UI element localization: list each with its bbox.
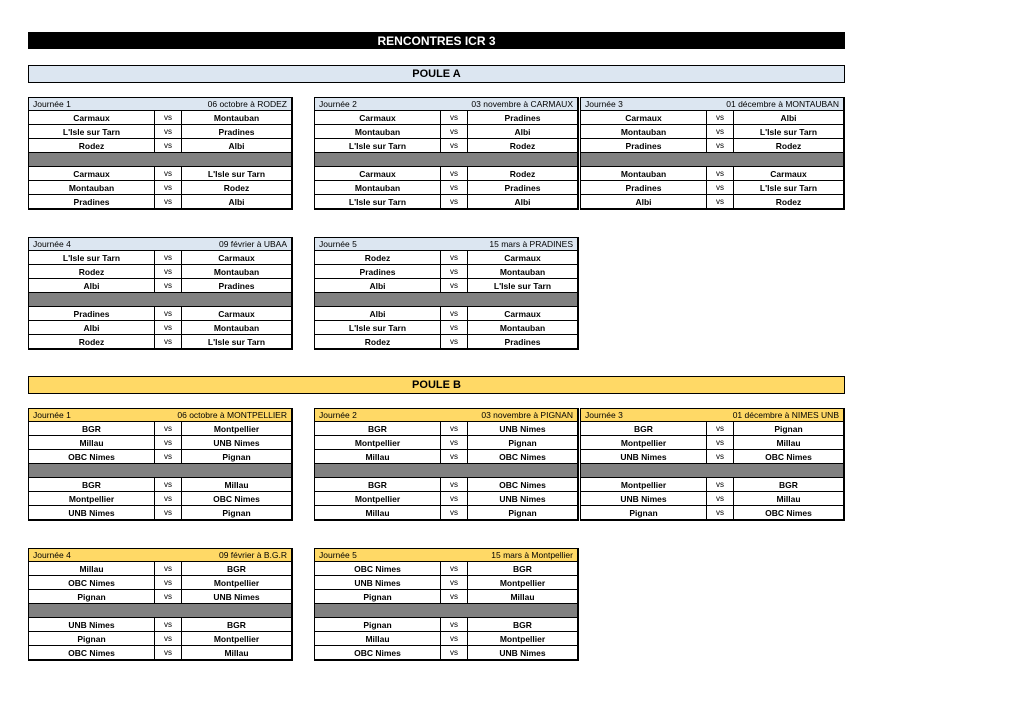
home-team: Montpellier [581,478,707,491]
vs-label: vs [155,590,182,603]
away-team: BGR [513,619,532,630]
home-team: OBC Nimes [315,646,441,659]
home-team: Montauban [315,181,441,194]
home-team: BGR [315,422,441,435]
journee-header [29,238,291,251]
journee-date-location: 09 février à B.G.R [218,550,287,560]
home-team: UNB Nimes [581,450,707,463]
away-team: Montpellier [213,577,260,588]
page-title: RENCONTRES ICR 3 [28,32,845,49]
vs-label: vs [441,265,468,278]
match-row [29,307,291,321]
match-row [315,646,577,659]
home-team: Albi [29,321,155,334]
home-team: OBC Nimes [29,576,155,589]
vs-label: vs [441,335,468,348]
away-team: Rodez [775,196,802,207]
match-row [315,562,577,576]
away-team: Millau [776,493,801,504]
away-team: OBC Nimes [765,507,812,518]
vs-label: vs [707,111,734,124]
away-team: Carmaux [504,252,541,263]
home-team: Rodez [29,335,155,348]
home-team: Pradines [29,307,155,320]
home-team: Millau [29,562,155,575]
vs-label: vs [441,125,468,138]
home-team: Carmaux [29,111,155,124]
away-team: BGR [227,619,246,630]
match-row [29,450,291,464]
away-team: Montpellier [213,633,260,644]
vs-label: vs [441,422,468,435]
home-team: OBC Nimes [315,562,441,575]
journee-header [315,409,577,422]
home-team: Montpellier [315,436,441,449]
match-row [315,167,577,181]
vs-label: vs [707,478,734,491]
vs-label: vs [155,492,182,505]
separator-row [29,604,291,618]
away-team: Albi [514,126,531,137]
away-team: L'Isle sur Tarn [207,168,266,179]
match-row [29,321,291,335]
away-team: Rodez [509,168,536,179]
away-team: UNB Nimes [499,493,546,504]
journee-date-location: 01 décembre à NIMES UNB [732,410,839,420]
vs-label: vs [441,618,468,631]
journee-table [314,97,579,210]
home-team: UNB Nimes [315,576,441,589]
away-team: Albi [228,140,245,151]
home-team: Carmaux [29,167,155,180]
match-row [29,478,291,492]
match-row [315,321,577,335]
vs-label: vs [441,632,468,645]
vs-label: vs [441,111,468,124]
journee-date-location: 03 novembre à CARMAUX [471,99,573,109]
vs-label: vs [441,478,468,491]
home-team: OBC Nimes [29,646,155,659]
match-row [29,506,291,519]
away-team: Montauban [499,266,546,277]
home-team: Rodez [29,265,155,278]
vs-label: vs [155,167,182,180]
vs-label: vs [441,321,468,334]
away-team: Millau [510,591,535,602]
home-team: UNB Nimes [581,492,707,505]
match-row [581,506,843,519]
match-row [315,450,577,464]
journee-date-location: 15 mars à Montpellier [491,550,573,560]
vs-label: vs [441,646,468,659]
home-team: Albi [29,279,155,292]
match-row [581,195,843,208]
away-team: Albi [780,112,797,123]
home-team: BGR [315,478,441,491]
away-team: OBC Nimes [499,479,546,490]
journee-header [315,549,577,562]
journee-date-location: 15 mars à PRADINES [489,239,573,249]
journee-header [29,409,291,422]
home-team: L'Isle sur Tarn [315,139,441,152]
away-team: Montauban [213,322,260,333]
journee-table [28,408,293,521]
vs-label: vs [155,195,182,208]
away-team: L'Isle sur Tarn [207,336,266,347]
home-team: BGR [29,478,155,491]
home-team: Carmaux [315,167,441,180]
journee-label: Journée 1 [33,410,71,420]
home-team: Montauban [581,167,707,180]
away-team: Pradines [218,280,255,291]
match-row [315,139,577,153]
vs-label: vs [441,279,468,292]
home-team: L'Isle sur Tarn [315,321,441,334]
match-row [29,436,291,450]
match-row [315,632,577,646]
vs-label: vs [441,450,468,463]
journee-date-location: 06 octobre à RODEZ [207,99,287,109]
away-team: L'Isle sur Tarn [759,126,818,137]
vs-label: vs [707,436,734,449]
vs-label: vs [441,562,468,575]
home-team: Pignan [315,590,441,603]
home-team: L'Isle sur Tarn [29,125,155,138]
home-team: BGR [29,422,155,435]
match-row [29,562,291,576]
match-row [315,618,577,632]
vs-label: vs [155,646,182,659]
match-row [581,436,843,450]
home-team: Albi [315,279,441,292]
match-row [29,265,291,279]
away-team: Pignan [508,507,537,518]
home-team: Millau [29,436,155,449]
vs-label: vs [155,335,182,348]
away-team: Pignan [222,507,251,518]
vs-label: vs [155,618,182,631]
away-team: BGR [779,479,798,490]
vs-label: vs [155,632,182,645]
match-row [29,335,291,348]
poule-b-header: POULE B [28,376,845,394]
match-row [29,422,291,436]
away-team: BGR [227,563,246,574]
poule-a-header: POULE A [28,65,845,83]
vs-label: vs [707,506,734,519]
vs-label: vs [707,125,734,138]
journee-header [581,409,843,422]
away-team: UNB Nimes [213,437,260,448]
vs-label: vs [155,111,182,124]
match-row [315,279,577,293]
vs-label: vs [155,265,182,278]
away-team: Millau [224,647,249,658]
vs-label: vs [155,307,182,320]
match-row [581,422,843,436]
home-team: Millau [315,632,441,645]
home-team: Rodez [315,335,441,348]
vs-label: vs [155,450,182,463]
home-team: L'Isle sur Tarn [315,195,441,208]
match-row [29,139,291,153]
away-team: Montpellier [213,423,260,434]
vs-label: vs [441,181,468,194]
away-team: Pradines [504,336,541,347]
match-row [581,450,843,464]
away-team: BGR [513,563,532,574]
away-team: Millau [776,437,801,448]
journee-date-location: 06 octobre à MONTPELLIER [177,410,287,420]
match-row [29,618,291,632]
match-row [315,181,577,195]
home-team: Carmaux [315,111,441,124]
match-row [29,646,291,659]
away-team: Montpellier [499,633,546,644]
journee-date-location: 03 novembre à PIGNAN [481,410,573,420]
journee-label: Journée 2 [319,99,357,109]
away-team: Montauban [213,266,260,277]
away-team: Rodez [509,140,536,151]
journee-date-location: 09 février à UBAA [218,239,287,249]
vs-label: vs [155,181,182,194]
home-team: Pignan [581,506,707,519]
separator-row [315,464,577,478]
journee-table [580,97,845,210]
journee-label: Journée 3 [585,410,623,420]
match-row [315,506,577,519]
match-row [315,436,577,450]
match-row [29,181,291,195]
journee-table [314,408,579,521]
away-team: UNB Nimes [213,591,260,602]
journee-label: Journée 4 [33,239,71,249]
vs-label: vs [441,307,468,320]
match-row [29,632,291,646]
away-team: Carmaux [504,308,541,319]
match-row [29,195,291,208]
match-row [29,167,291,181]
journee-label: Journée 5 [319,239,357,249]
match-row [315,492,577,506]
home-team: Pradines [581,139,707,152]
home-team: Pignan [315,618,441,631]
home-team: Montpellier [315,492,441,505]
match-row [315,478,577,492]
home-team: Pradines [581,181,707,194]
vs-label: vs [441,139,468,152]
vs-label: vs [707,195,734,208]
journee-label: Journée 2 [319,410,357,420]
away-team: Montauban [213,112,260,123]
home-team: Montauban [315,125,441,138]
home-team: Pradines [29,195,155,208]
home-team: UNB Nimes [29,506,155,519]
match-row [581,181,843,195]
journee-label: Journée 3 [585,99,623,109]
vs-label: vs [441,436,468,449]
home-team: Pradines [315,265,441,278]
away-team: L'Isle sur Tarn [759,182,818,193]
home-team: Montpellier [581,436,707,449]
away-team: Montauban [499,322,546,333]
vs-label: vs [707,139,734,152]
away-team: Pradines [504,112,541,123]
away-team: L'Isle sur Tarn [493,280,552,291]
journee-header [29,549,291,562]
vs-label: vs [707,422,734,435]
home-team: Pignan [29,632,155,645]
vs-label: vs [707,181,734,194]
match-row [29,279,291,293]
vs-label: vs [155,321,182,334]
vs-label: vs [441,195,468,208]
home-team: Albi [581,195,707,208]
match-row [581,139,843,153]
match-row [315,422,577,436]
vs-label: vs [155,251,182,264]
vs-label: vs [707,167,734,180]
separator-row [29,293,291,307]
match-row [581,492,843,506]
journee-date-location: 01 décembre à MONTAUBAN [726,99,839,109]
away-team: Pradines [504,182,541,193]
separator-row [29,153,291,167]
match-row [29,492,291,506]
match-row [315,335,577,348]
away-team: Albi [514,196,531,207]
away-team: Montpellier [499,577,546,588]
vs-label: vs [707,492,734,505]
match-row [315,265,577,279]
vs-label: vs [155,422,182,435]
away-team: Albi [228,196,245,207]
match-row [29,125,291,139]
match-row [29,590,291,604]
home-team: Montpellier [29,492,155,505]
away-team: Carmaux [218,308,255,319]
separator-row [29,464,291,478]
match-row [581,125,843,139]
match-row [29,111,291,125]
journee-table [28,97,293,210]
journee-label: Journée 5 [319,550,357,560]
journee-table [580,408,845,521]
away-team: UNB Nimes [499,647,546,658]
vs-label: vs [441,492,468,505]
home-team: Rodez [29,139,155,152]
vs-label: vs [155,436,182,449]
journee-header [29,98,291,111]
away-team: OBC Nimes [765,451,812,462]
home-team: OBC Nimes [29,450,155,463]
away-team: Rodez [775,140,802,151]
away-team: OBC Nimes [213,493,260,504]
vs-label: vs [441,167,468,180]
away-team: OBC Nimes [499,451,546,462]
match-row [315,576,577,590]
home-team: Rodez [315,251,441,264]
away-team: Pignan [508,437,537,448]
vs-label: vs [155,125,182,138]
away-team: Pignan [222,451,251,462]
separator-row [315,604,577,618]
vs-label: vs [155,576,182,589]
vs-label: vs [155,562,182,575]
vs-label: vs [155,139,182,152]
away-team: Pradines [218,126,255,137]
away-team: UNB Nimes [499,423,546,434]
vs-label: vs [155,279,182,292]
home-team: Pignan [29,590,155,603]
separator-row [581,464,843,478]
home-team: L'Isle sur Tarn [29,251,155,264]
away-team: Carmaux [218,252,255,263]
match-row [315,125,577,139]
separator-row [581,153,843,167]
journee-table [28,237,293,350]
journee-table [314,548,579,661]
home-team: Montauban [29,181,155,194]
away-team: Millau [224,479,249,490]
home-team: Millau [315,506,441,519]
match-row [315,111,577,125]
separator-row [315,153,577,167]
journee-table [28,548,293,661]
vs-label: vs [155,506,182,519]
vs-label: vs [441,576,468,589]
match-row [315,251,577,265]
match-row [581,167,843,181]
away-team: Rodez [223,182,250,193]
away-team: Pignan [774,423,803,434]
journee-header [315,98,577,111]
match-row [315,195,577,208]
match-row [581,478,843,492]
vs-label: vs [707,450,734,463]
vs-label: vs [441,251,468,264]
vs-label: vs [441,590,468,603]
home-team: Carmaux [581,111,707,124]
home-team: Millau [315,450,441,463]
journee-label: Journée 1 [33,99,71,109]
match-row [315,307,577,321]
home-team: BGR [581,422,707,435]
separator-row [315,293,577,307]
journee-label: Journée 4 [33,550,71,560]
journee-table [314,237,579,350]
match-row [29,576,291,590]
journee-header [581,98,843,111]
vs-label: vs [441,506,468,519]
match-row [29,251,291,265]
journee-header [315,238,577,251]
match-row [315,590,577,604]
away-team: Carmaux [770,168,807,179]
match-row [581,111,843,125]
home-team: UNB Nimes [29,618,155,631]
home-team: Montauban [581,125,707,138]
home-team: Albi [315,307,441,320]
vs-label: vs [155,478,182,491]
